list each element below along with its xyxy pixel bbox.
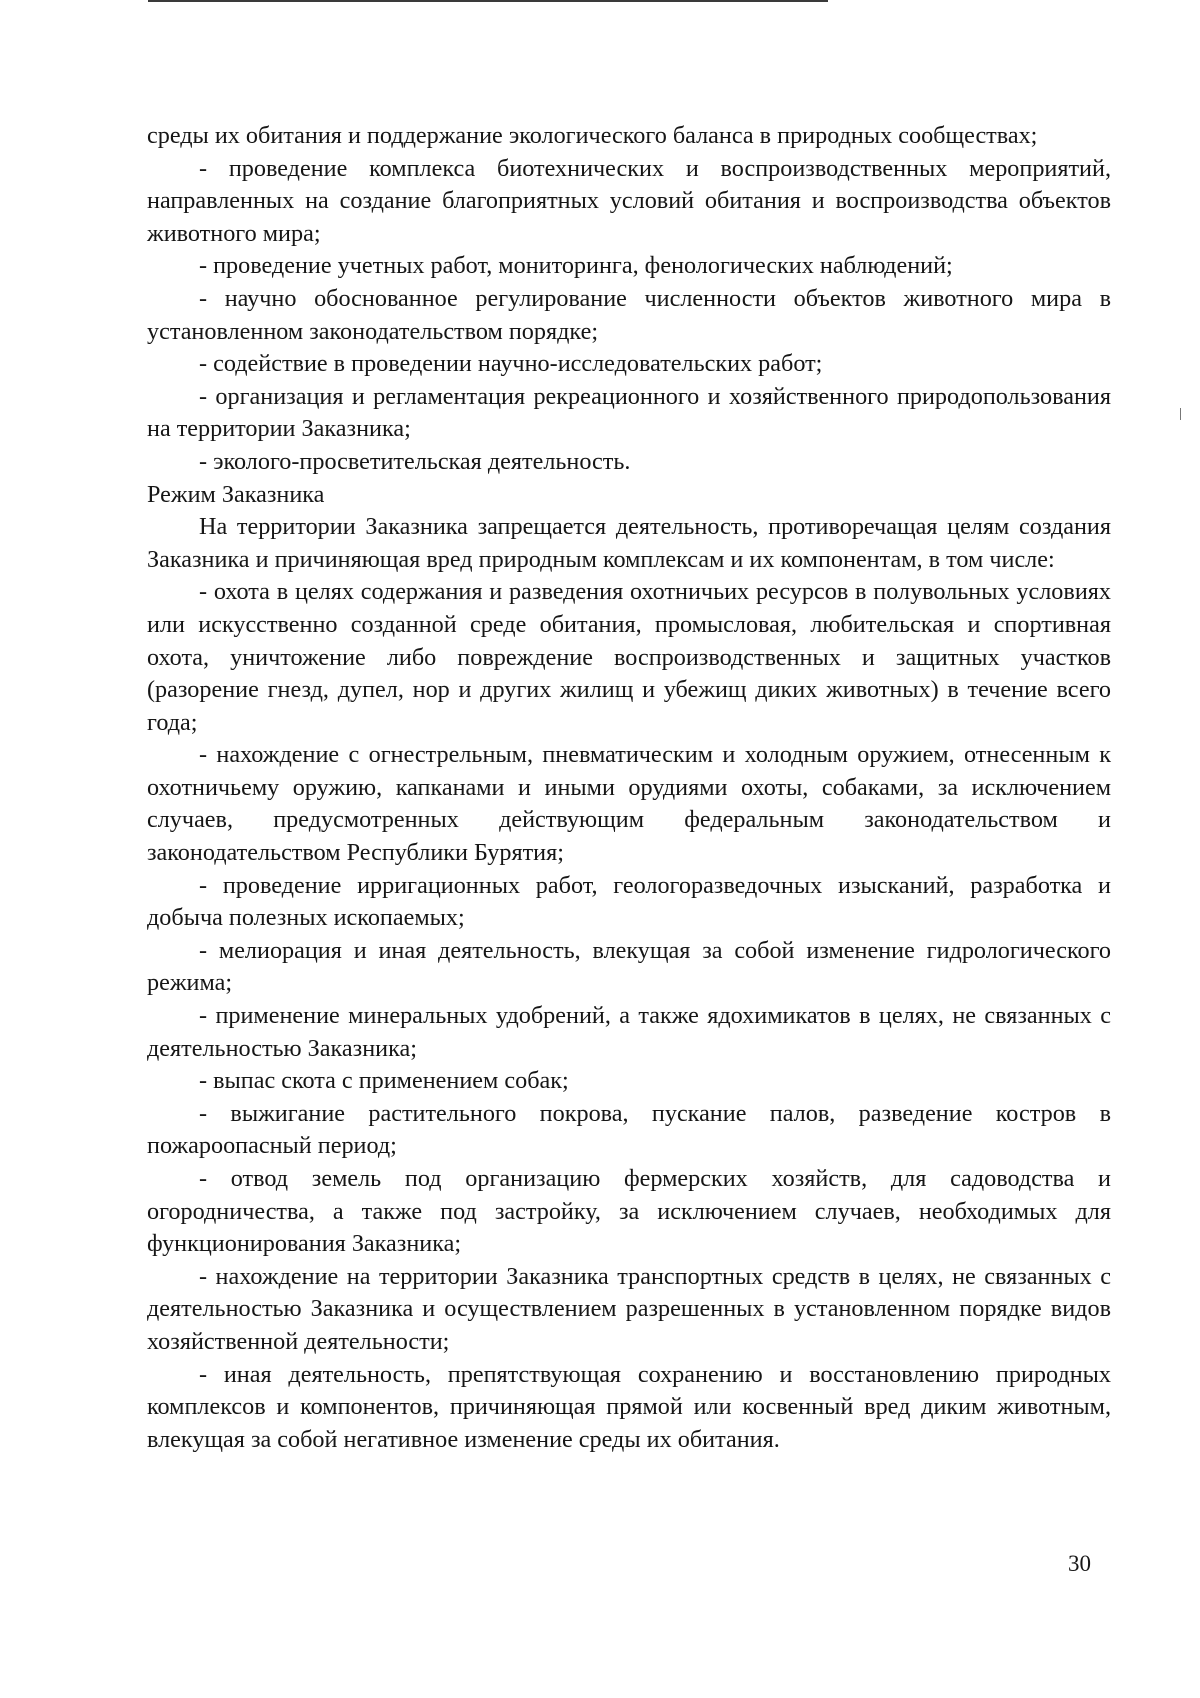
paragraph-continuation: среды их обитания и поддержание экологического баланса в природных сообществах; <box>147 122 1038 149</box>
list-item-biotechnical-measures: - проведение комплекса биотехнических и воспроизводственных мероприятий, направленных на создание благоприятных условий обитания и воспроизводства объектов животного мира; <box>147 154 1111 247</box>
list-item-eco-education: - эколого-просветительская деятельность. <box>199 447 631 475</box>
list-item-recreation-regulation: - организация и регламентация рекреационного и хозяйственного природопользования на территории Заказника; <box>147 382 1111 443</box>
list-item-population-regulation: - научно обоснованное регулирование численности объектов животного мира в установленном законодательством порядке; <box>147 284 1111 345</box>
list-item-other-activity-ban: - иная деятельность, препятствующая сохранению и восстановлению природных комплексов и компонентов, причиняющая прямой или косвенный вред диким животным, влекущая за собой негативное изменение среды их обитания. <box>147 1360 1111 1453</box>
list-item-melioration-ban: - мелиорация и иная деятельность, влекущая за собой изменение гидрологического режима; <box>147 936 1111 997</box>
list-item-vehicles-ban: - нахождение на территории Заказника транспортных средств в целях, не связанных с деятельностью Заказника и осуществлением разрешенных в установленном порядке видов хозяйственной деятельности; <box>147 1262 1111 1355</box>
page-number: 30 <box>1068 1551 1091 1576</box>
section-heading: Режим Заказника <box>147 480 325 508</box>
list-item-weapons-ban: - нахождение с огнестрельным, пневматическим и холодным оружием, отнесенным к охотничьему оружию, капканами и иными орудиями охоты, собаками, за исключением случаев, предусмотренных действующим федеральным законодательством и законодательством Республики Бурятия; <box>147 741 1111 867</box>
list-item-monitoring: - проведение учетных работ, мониторинга, фенологических наблюдений; <box>199 252 953 280</box>
list-item-irrigation-mining-ban: - проведение ирригационных работ, геологоразведочных изысканий, разработка и добыча полезных ископаемых; <box>147 871 1111 932</box>
list-item-fertilizer-ban: - применение минеральных удобрений, а также ядохимикатов в целях, не связанных с деятельностью Заказника; <box>147 1002 1111 1062</box>
list-item-research-support: - содействие в проведении научно-исследовательских работ; <box>199 350 823 378</box>
list-item-hunting-ban: - охота в целях содержания и разведения охотничьих ресурсов в полувольных условиях или искусственно созданной среде обитания, промысловая, любительская и спортивная охота, уничтожение либо повреждение воспроизводственных и защитных участков (разорение гнезд, дупел, нор и других жилищ и убежищ диких животных) в течение всего года; <box>147 578 1111 736</box>
scan-artifact-mark <box>1180 408 1181 420</box>
scan-edge-line <box>148 0 828 2</box>
list-item-land-allocation-ban: - отвод земель под организацию фермерских хозяйств, для садоводства и огородничества, а также под застройку, за исключением случаев, необходимых для функционирования Заказника; <box>147 1165 1111 1258</box>
paragraph-prohibitions-intro: На территории Заказника запрещается деятельность, противоречащая целям создания Заказника и причиняющая вред природным комплексам и их компонентам, в том числе: <box>147 513 1111 573</box>
list-item-fire-ban: - выжигание растительного покрова, пускание палов, разведение костров в пожароопасный период; <box>147 1099 1111 1160</box>
document-body <box>147 120 1111 1456</box>
list-item-grazing-ban: - выпас скота с применением собак; <box>199 1067 569 1095</box>
